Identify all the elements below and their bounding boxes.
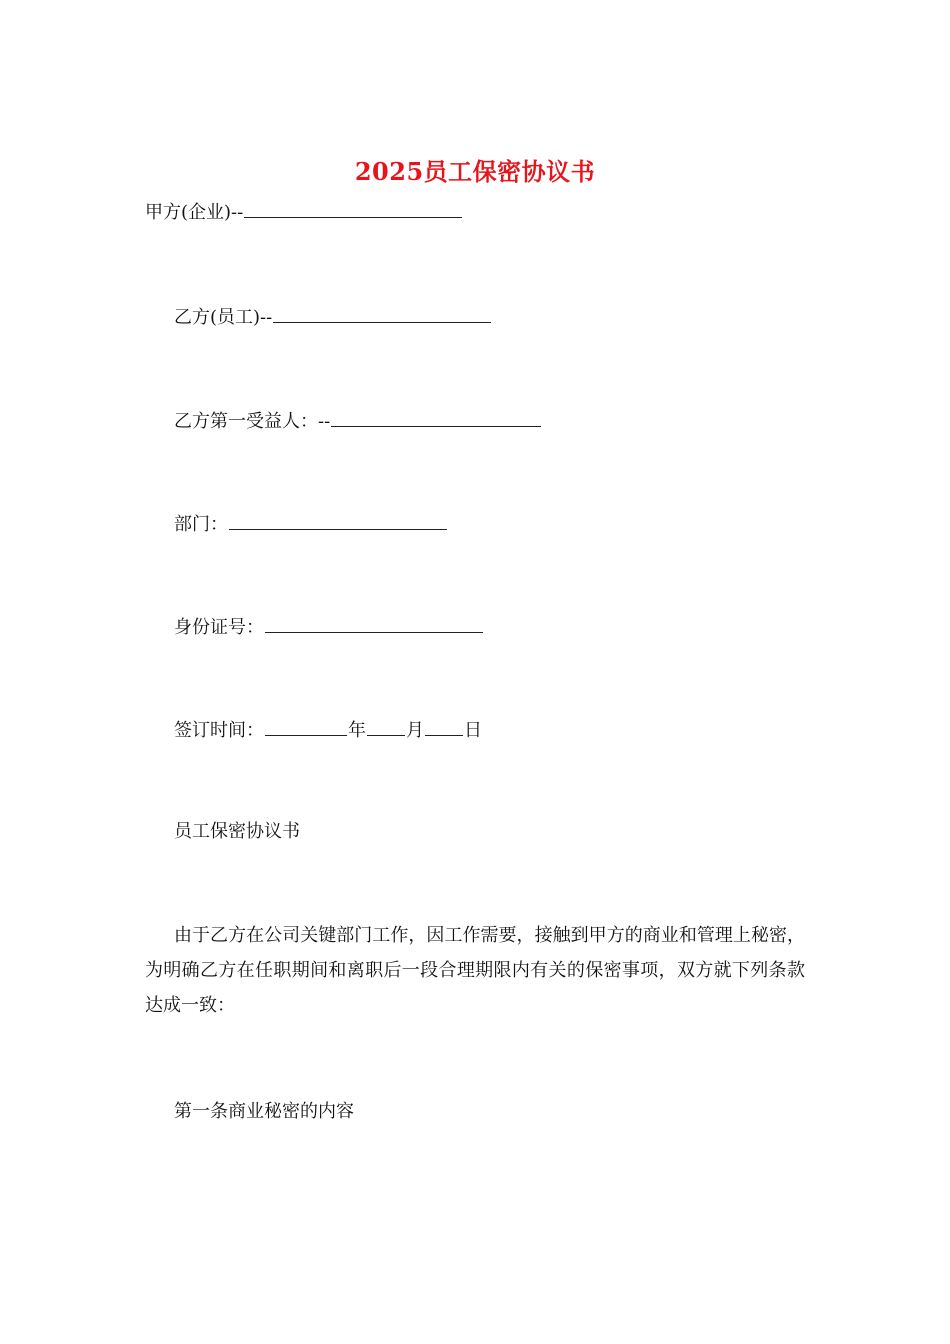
id-number-line <box>174 614 484 640</box>
party-a-blank <box>244 199 462 218</box>
id-number-label: 身份证号： <box>174 617 264 638</box>
party-b-line <box>174 304 492 330</box>
sign-date-label: 签订时间： <box>174 720 264 741</box>
beneficiary-label: 乙方第一受益人：-- <box>174 411 331 432</box>
article-1-heading: 第一条商业秘密的内容 <box>174 1101 354 1122</box>
department-line <box>174 511 448 537</box>
year-label: 年 <box>348 720 366 741</box>
beneficiary-blank <box>331 408 541 427</box>
day-blank <box>425 717 463 736</box>
year-blank <box>265 717 347 736</box>
party-a-line <box>145 199 463 225</box>
day-label: 日 <box>464 720 482 741</box>
id-number-blank <box>265 614 483 633</box>
month-blank <box>367 717 405 736</box>
party-a-label: 甲方(企业)-- <box>145 202 244 223</box>
document-subtitle: 员工保密协议书 <box>174 821 300 842</box>
party-b-blank <box>273 304 491 323</box>
beneficiary-line <box>174 408 542 434</box>
department-label: 部门： <box>174 514 228 535</box>
sign-date-line <box>174 717 482 743</box>
intro-paragraph: 由于乙方在公司关键部门工作，因工作需要，接触到甲方的商业和管理上秘密，为明确乙方在任职期间和离职后一段合理期限内有关的保密事项，双方就下列条款达成一致： <box>145 925 805 1016</box>
document-title: 2025员工保密协议书 <box>354 157 596 186</box>
month-label: 月 <box>406 720 424 741</box>
party-b-label: 乙方(员工)-- <box>174 307 273 328</box>
department-blank <box>229 511 447 530</box>
